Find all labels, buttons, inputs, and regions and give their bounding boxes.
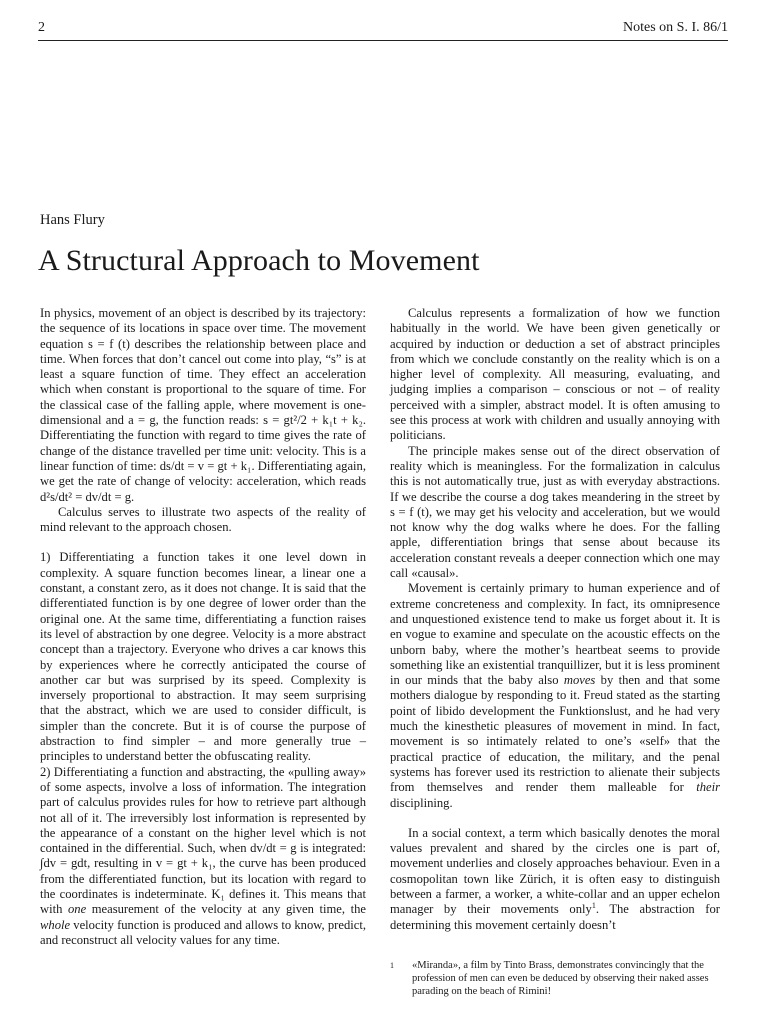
footnote [390,959,720,998]
left-column [40,306,366,948]
right-paragraph-2: The principle makes sense out of the direct observation of reality which is meaningless. For the formalization in calculus this is not automatically true, just as with everyday abstractions. If we describe the course a dog takes meandering in the street by s = f (t), we may get his velocity and acceleration, but we would not know why the dog walks where he does. For the falling apple, differentiation brings that sense about because its acceleration constant reveals a deeper connection which one may call «causal». [390,443,720,581]
left-paragraph-4-text-c: velocity function is produced and allows to know, predict, and reconstruct all velocity values for any time. [40,917,366,947]
right-paragraph-3 [390,581,720,810]
left-paragraph-4 [40,765,366,949]
right-paragraph-3-emphasis-moves: moves [563,673,596,688]
right-paragraph-3-text-b: by then and that some mothers dialogue by responding to it. Freud stated as the starting point of libido development the Funktionslust, and he had very much the kinesthetic pleasures of movement in mind. In fact, movement is so intimately related to one’s «self» that the practical practice of education, the military, and the penal systems has forever used its restriction to alienate their subjects from themselves and render them malleable for [390,673,720,795]
right-column [390,306,720,933]
left-paragraph-2: Calculus serves to illustrate two aspects of the reality of mind relevant to the approach chosen. [40,504,366,535]
page-number: 2 [38,20,45,35]
header-rule [38,40,728,41]
footnote-reference[interactable]: 1 [591,901,596,911]
running-head: Notes on S. I. 86/1 [623,20,728,35]
right-paragraph-4-text-b: . The abstraction for determining this movement certainly doesn’t [390,902,720,932]
left-paragraph-4-emphasis-one: one [67,902,87,917]
footnote-number: 1 [390,961,394,970]
right-paragraph-3-emphasis-their: their [696,780,720,795]
left-paragraph-4-emphasis-whole: whole [40,917,71,932]
left-paragraph-1: In physics, movement of an object is described by its trajectory: the sequence of its locations in space over time. The movement equation s = f (t) describes the relationship between place and time. When forces that don’t cancel out come into play, “s” is at least a square function of time. They effect an acceleration which when constant is proportional to the square of time. For the classical case of the falling apple, where movement is one-dimensional and a = g, the function reads: s = gt²/2 + k₁t + k₂. Differentiating the function with regard to time gives the rate of change of the distance travelled per time unit: velocity. This is a linear function of time: ds/dt = v = gt + k₁. Differentiating again, we get the rate of change of velocity: acceleration, which reads d²s/dt² = dv/dt = g. [40,306,366,504]
right-paragraph-3-text-a: Movement is certainly primary to human experience and of extreme concreteness and complexity. In fact, its omnipresence and unquestioned existence tend to make us forget about it. It is en vogue to examine and speculate on the acoustic effects on the unborn baby, where the mother’s heartbeat seems to provide something like an existential tranquillizer, but it is less prominent in our minds that the baby also [390,581,720,688]
right-paragraph-1: Calculus represents a formalization of how we function habitually in the world. We have been given genetically or acquired by induction or deduction a set of abstract principles from which we conclude constantly on the reality which is on a higher level of complexity. All measuring, evaluating, and judging implies a comparison – conscious or not – of reality perceived with a simpler, abstract model. It is often amusing to see this process at work with children and usually annoying with politicians. [390,306,720,443]
right-paragraph-4-text-a: In a social context, a term which basically denotes the moral values prevalent and shared by the circles one is part of, movement underlies and closely approaches behaviour. Even in a cosmopolitan town like Zürich, it is often easy to distinguish between a farmer, a worker, a white-collar and an upper echelon manager by their movements only [390,825,720,917]
author-name: Hans Flury [40,212,105,228]
left-paragraph-4-text-b: measurement of the velocity at any given time, the [86,902,366,917]
right-paragraph-4 [390,826,720,933]
right-paragraph-3-text-c: disciplining. [390,795,453,810]
article-title: A Structural Approach to Movement [38,244,480,277]
left-paragraph-3: 1) Differentiating a function takes it one level down in complexity. A square function becomes linear, a linear one a constant, a constant zero, as it does not change. It is said that the differentiated function is by one degree of lower order than the original one. At the same time, differentiating a function raises its level of abstraction by one degree. Velocity is a more abstract concept than a trajectory. Everyone who drives a car knows this by experiences where he correctly anticipated the course of another car but was surprised by its speed. Complexity is inversely proportional to abstraction. It may seem surprising that the abstract, which we are used to consider difficult, is simpler than the concrete. But it is of course the purpose of abstraction to find simpler – and more generally true – principles to understand better the obfuscating reality. [40,550,366,764]
left-paragraph-4-text-a: 2) Differentiating a function and abstracting, the «pulling away» of some aspects, involve a loss of information. The integration part of calculus provides rules for how to retrieve part although not all of it. The irreversibly lost information is represented by the appearance of a constant on the higher level which is not contained in the differential. Such, when dv/dt = g is integrated: ∫dv = gdt, resulting in v = gt + k₁, the curve has been produced from the differentiated function, but its location with regard to the coordinates is indeterminate. K₁ defines it. This means that with [40,764,366,917]
footnote-text: «Miranda», a film by Tinto Brass, demonstrates convincingly that the profession of men can even be deduced by observing their naked asses parading on the beach of Rimini! [412,960,709,997]
